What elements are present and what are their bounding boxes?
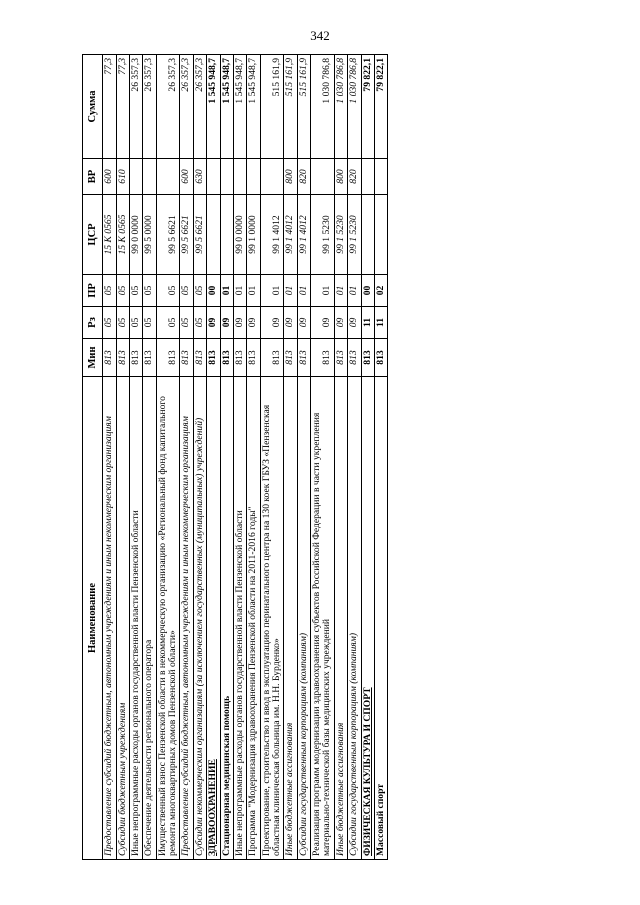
cell-name: Имущественный взнос Пензенской области в некоммерческую организацию «Региональный фонд капитального ремонта многоквартирных домов Пензенской области» (156, 377, 180, 860)
header-min: Мин (83, 339, 103, 377)
cell-pr: 05 (193, 275, 206, 307)
cell-name: Проектирование, строительство и ввод в эксплуатацию перинатального центра на 130 коек ГБУЗ «Пензенская областная клиническая больница им. Н.Н. Бурденко» (260, 377, 284, 860)
table-row (374, 55, 387, 860)
cell-pr: 01 (311, 275, 335, 307)
cell-name: Иные непрограммные расходы органов государственной власти Пензенской области (130, 377, 143, 860)
cell-csr: 99 1 4012 (297, 195, 310, 275)
cell-min: 813 (247, 339, 260, 377)
cell-sum: 1 030 786,8 (348, 55, 361, 159)
header-rz: Рз (83, 307, 103, 339)
cell-pr: 01 (233, 275, 246, 307)
cell-sum: 79 822,1 (374, 55, 387, 159)
table-row (103, 55, 116, 860)
cell-vr: 800 (284, 159, 297, 195)
cell-sum: 1 545 948,7 (247, 55, 260, 159)
cell-sum: 1 545 948,7 (207, 55, 220, 159)
cell-name: Реализация программ модернизации здравоохранения субъектов Российской Федерации в части укрепления материально-технической базы медицинских учреждений (311, 377, 335, 860)
cell-pr: 01 (220, 275, 233, 307)
cell-name: Массовый спорт (374, 377, 387, 860)
cell-name: Предоставление субсидий бюджетным, автономным учреждениям и иным некоммерческим организациям (103, 377, 116, 860)
budget-table-wrapper (82, 55, 568, 860)
cell-vr: 800 (334, 159, 347, 195)
table-row (180, 55, 193, 860)
cell-pr: 01 (297, 275, 310, 307)
table-row (130, 55, 143, 860)
cell-vr (143, 159, 156, 195)
cell-name: Иные непрограммные расходы органов государственной власти Пензенской области (233, 377, 246, 860)
cell-vr: 820 (297, 159, 310, 195)
cell-vr (233, 159, 246, 195)
cell-pr: 05 (180, 275, 193, 307)
cell-vr: 600 (180, 159, 193, 195)
cell-sum: 1 545 948,7 (233, 55, 246, 159)
cell-name: Субсидии государственным корпорациям (компаниям) (348, 377, 361, 860)
cell-rz: 09 (220, 307, 233, 339)
cell-rz: 05 (156, 307, 180, 339)
cell-rz: 09 (311, 307, 335, 339)
cell-sum: 79 822,1 (361, 55, 374, 159)
cell-csr: 99 1 5230 (334, 195, 347, 275)
cell-pr: 01 (348, 275, 361, 307)
cell-rz: 05 (116, 307, 129, 339)
cell-min: 813 (348, 339, 361, 377)
cell-vr (311, 159, 335, 195)
cell-rz: 11 (361, 307, 374, 339)
cell-min: 813 (220, 339, 233, 377)
cell-pr: 05 (156, 275, 180, 307)
cell-name: Стационарная медицинская помощь (220, 377, 233, 860)
cell-name: Субсидии некоммерческим организациям (за исключением государственных (муниципальных) учреждений) (193, 377, 206, 860)
table-row (348, 55, 361, 860)
cell-csr (374, 195, 387, 275)
cell-rz: 09 (297, 307, 310, 339)
table-row (334, 55, 347, 860)
cell-vr: 600 (103, 159, 116, 195)
cell-vr (361, 159, 374, 195)
cell-rz: 11 (374, 307, 387, 339)
cell-csr: 99 1 5230 (311, 195, 335, 275)
cell-sum: 77,3 (103, 55, 116, 159)
table-row (361, 55, 374, 860)
cell-csr: 99 1 4012 (284, 195, 297, 275)
cell-min: 813 (260, 339, 284, 377)
cell-name: Субсидии бюджетным учреждениям (116, 377, 129, 860)
cell-sum: 26 357,3 (180, 55, 193, 159)
table-row (143, 55, 156, 860)
cell-min: 813 (143, 339, 156, 377)
cell-rz: 09 (260, 307, 284, 339)
table-row (116, 55, 129, 860)
cell-vr (247, 159, 260, 195)
cell-csr: 99 1 0000 (247, 195, 260, 275)
header-sum: Сумма (83, 55, 103, 159)
header-name: Наименование (83, 377, 103, 860)
cell-min: 813 (297, 339, 310, 377)
cell-csr: 99 1 5230 (348, 195, 361, 275)
cell-csr: 15 К 0565 (116, 195, 129, 275)
cell-rz: 09 (334, 307, 347, 339)
cell-name: Субсидии государственным корпорациям (компаниям) (297, 377, 310, 860)
table-header-row (83, 55, 103, 860)
cell-rz: 09 (284, 307, 297, 339)
cell-min: 813 (233, 339, 246, 377)
table-row (220, 55, 233, 860)
cell-sum: 77,3 (116, 55, 129, 159)
cell-min: 813 (193, 339, 206, 377)
cell-min: 813 (284, 339, 297, 377)
cell-rz: 05 (130, 307, 143, 339)
cell-pr: 05 (116, 275, 129, 307)
cell-min: 813 (374, 339, 387, 377)
cell-min: 813 (180, 339, 193, 377)
cell-rz: 09 (233, 307, 246, 339)
table-row (260, 55, 284, 860)
cell-min: 813 (334, 339, 347, 377)
header-pr: ПР (83, 275, 103, 307)
cell-name: Предоставление субсидий бюджетным, автономным учреждениям и иным некоммерческим организациям (180, 377, 193, 860)
cell-vr (260, 159, 284, 195)
table-row (247, 55, 260, 860)
table-row (284, 55, 297, 860)
cell-vr (130, 159, 143, 195)
cell-min: 813 (207, 339, 220, 377)
cell-rz: 05 (103, 307, 116, 339)
table-row (207, 55, 220, 860)
cell-name: ЗДРАВООХРАНЕНИЕ (207, 377, 220, 860)
cell-vr (207, 159, 220, 195)
cell-pr: 00 (207, 275, 220, 307)
cell-sum: 1 030 786,8 (311, 55, 335, 159)
cell-sum: 515 161,9 (260, 55, 284, 159)
cell-pr: 00 (361, 275, 374, 307)
cell-csr (220, 195, 233, 275)
cell-rz: 05 (143, 307, 156, 339)
cell-pr: 02 (374, 275, 387, 307)
cell-csr: 15 К 0565 (103, 195, 116, 275)
cell-pr: 01 (284, 275, 297, 307)
rotated-page-area (82, 55, 568, 860)
cell-rz: 09 (247, 307, 260, 339)
cell-min: 813 (116, 339, 129, 377)
cell-min: 813 (361, 339, 374, 377)
cell-sum: 26 357,3 (130, 55, 143, 159)
cell-csr: 99 5 6621 (156, 195, 180, 275)
cell-sum: 515 161,9 (284, 55, 297, 159)
cell-sum: 515 161,9 (297, 55, 310, 159)
cell-pr: 01 (247, 275, 260, 307)
cell-rz: 09 (348, 307, 361, 339)
cell-min: 813 (130, 339, 143, 377)
cell-pr: 05 (143, 275, 156, 307)
cell-name: ФИЗИЧЕСКАЯ КУЛЬТУРА И СПОРТ (361, 377, 374, 860)
header-vr: ВР (83, 159, 103, 195)
cell-vr (220, 159, 233, 195)
cell-name: Обеспечение деятельности регионального оператора (143, 377, 156, 860)
cell-vr: 630 (193, 159, 206, 195)
cell-csr (207, 195, 220, 275)
cell-csr: 99 0 0000 (130, 195, 143, 275)
cell-csr: 99 1 4012 (260, 195, 284, 275)
cell-sum: 1 545 948,7 (220, 55, 233, 159)
cell-sum: 1 030 786,8 (334, 55, 347, 159)
cell-name: Иные бюджетные ассигнования (284, 377, 297, 860)
cell-vr (156, 159, 180, 195)
table-row (297, 55, 310, 860)
cell-vr (374, 159, 387, 195)
cell-csr: 99 5 0000 (143, 195, 156, 275)
cell-sum: 26 357,3 (193, 55, 206, 159)
cell-sum: 26 357,3 (156, 55, 180, 159)
cell-vr: 820 (348, 159, 361, 195)
cell-csr: 99 5 6621 (193, 195, 206, 275)
cell-name: Программа "Модернизация здравоохранения Пензенской области на 2011-2016 годы" (247, 377, 260, 860)
cell-csr: 99 0 0000 (233, 195, 246, 275)
table-row (156, 55, 180, 860)
header-csr: ЦСР (83, 195, 103, 275)
cell-vr: 610 (116, 159, 129, 195)
cell-csr (361, 195, 374, 275)
cell-pr: 01 (334, 275, 347, 307)
cell-pr: 05 (130, 275, 143, 307)
cell-min: 813 (103, 339, 116, 377)
page-number: 342 (310, 28, 330, 43)
table-row (311, 55, 335, 860)
cell-rz: 05 (193, 307, 206, 339)
cell-pr: 05 (103, 275, 116, 307)
cell-rz: 09 (207, 307, 220, 339)
table-row (193, 55, 206, 860)
table-row (233, 55, 246, 860)
cell-pr: 01 (260, 275, 284, 307)
cell-min: 813 (156, 339, 180, 377)
budget-table (82, 54, 388, 860)
cell-sum: 26 357,3 (143, 55, 156, 159)
cell-csr: 99 5 6621 (180, 195, 193, 275)
table-body (103, 55, 388, 860)
cell-rz: 05 (180, 307, 193, 339)
cell-name: Иные бюджетные ассигнования (334, 377, 347, 860)
cell-min: 813 (311, 339, 335, 377)
